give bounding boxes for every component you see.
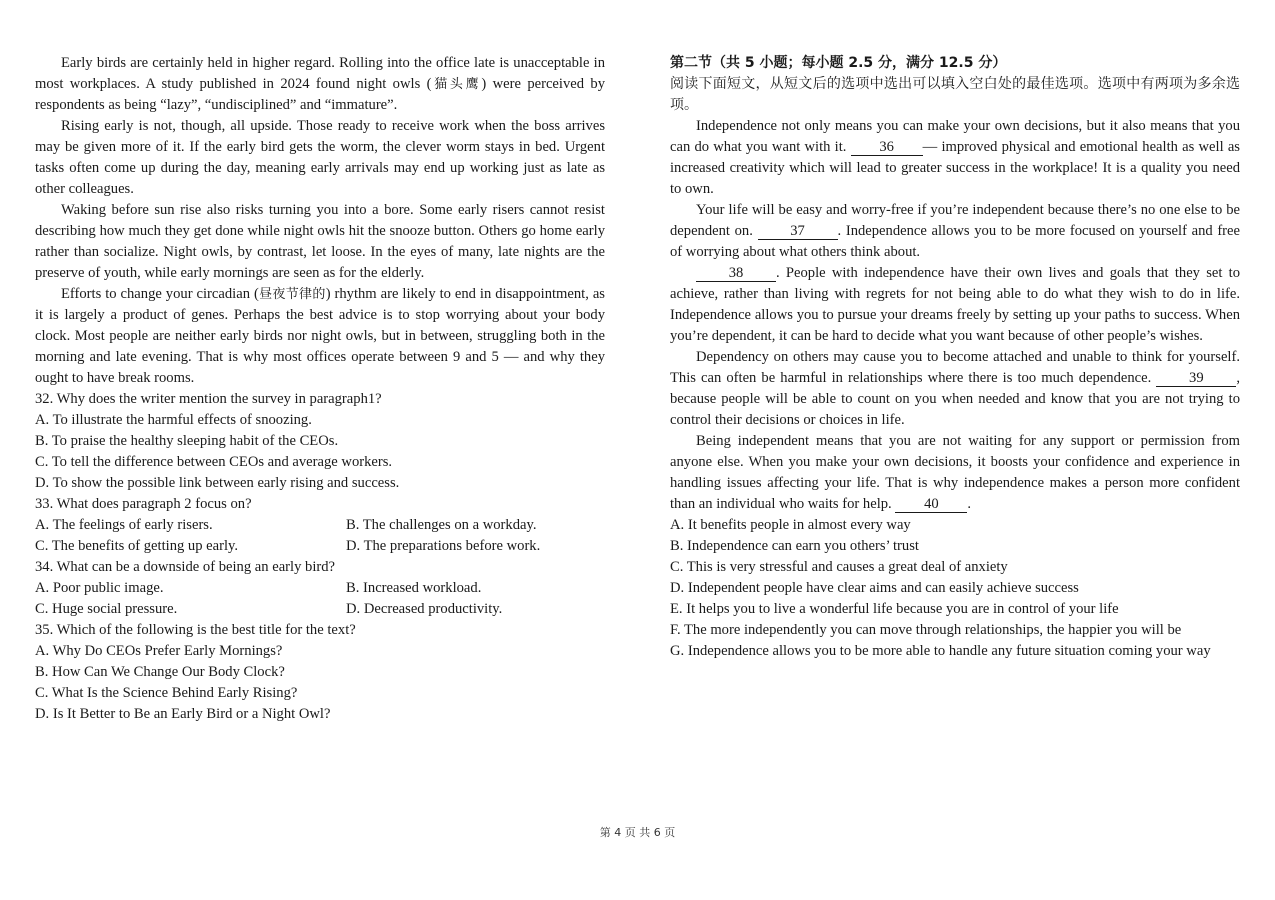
chinese-gloss: 猫头鹰 (431, 77, 482, 92)
blank-36: 36 (851, 140, 923, 156)
option-c: C. The benefits of getting up early. (35, 538, 239, 554)
option-b: B. The challenges on a workday. (346, 517, 537, 533)
option-c: C. Huge social pressure. (35, 601, 178, 617)
answer-options (670, 515, 1240, 662)
option-c: C. What Is the Science Behind Early Rising? (35, 685, 298, 701)
passage-paragraph-3: Waking before sun rise also risks turning you into a bore. Some early risers cannot resist describing how much they get done while night owls hit the snooze button. Others go home early rather than socialize. Night owls, by contrast, let loose. In the eyes of many, late nights are the preserve of youth, while early mornings are seen as for the elderly. (35, 202, 605, 281)
left-column (35, 53, 605, 725)
paragraph-text: . People with independence have their own lives and goals that they set to achieve, rather than living with regrets for not being able to do what they wish to do in life. Independence allows you to pursue your dreams freely by setting up your paths to success. When you’re dependent, it can be hard to decide what you want because of other people’s wishes. (670, 265, 1240, 344)
paragraph-text: Your life will be easy and worry-free if you’re independent because there’s no one else to be dependent on. (670, 202, 1240, 239)
chinese-gloss: 昼夜节律的 (258, 287, 326, 302)
option-a: A. Why Do CEOs Prefer Early Mornings? (35, 643, 283, 659)
page-footer: 第 4 页 共 6 页 (599, 826, 676, 839)
option-d: D. Independent people have clear aims and can easily achieve success (670, 580, 1079, 596)
passage-paragraph-2 (670, 200, 1240, 263)
paragraph-text: Being independent means that you are not waiting for any support or permission from anyone else. When you make your own decisions, it boosts your confidence and experience in handling issues affecting your life. That is why independence makes a person more confident than an individual who waits for help. (670, 433, 1240, 512)
option-g: G. Independence allows you to be more able to handle any future situation coming your way (670, 643, 1211, 659)
paragraph-text: Dependency on others may cause you to become attached and unable to think for yourself. This can often be harmful in relationships where there is too much dependence. (670, 349, 1240, 386)
blank-38: 38 (696, 266, 776, 282)
question-35 (35, 620, 605, 725)
option-d: D. The preparations before work. (346, 538, 541, 554)
passage-paragraph-1 (670, 116, 1240, 200)
section-title: 第二节（共 5 小题；每小题 2.5 分，满分 12.5 分） (670, 55, 1007, 71)
paragraph-text: — improved physical and emotional health as well as increased creativity which will lead to greater success in the workplace! It is a quality you need to own. (670, 139, 1240, 197)
blank-37: 37 (758, 224, 838, 240)
option-b: B. How Can We Change Our Body Clock? (35, 664, 285, 680)
option-a: A. To illustrate the harmful effects of snoozing. (35, 412, 312, 428)
question-33 (35, 494, 605, 557)
option-row (35, 536, 605, 557)
passage-paragraph-1 (35, 53, 605, 116)
option-d: D. Is It Better to Be an Early Bird or a Night Owl? (35, 706, 331, 722)
paragraph-text: Early birds are certainly held in higher regard. Rolling into the office late is unacceptable in most workplaces. A study published in 2024 found night owls ( (35, 55, 605, 92)
paragraph-text: Efforts to change your circadian ( (61, 286, 259, 302)
section-instructions: 阅读下面短文，从短文后的选项中选出可以填入空白处的最佳选项。选项中有两项为多余选项。 (670, 76, 1240, 113)
passage-paragraph-3 (670, 263, 1240, 347)
option-row (35, 599, 605, 620)
passage-paragraph-2: Rising early is not, though, all upside. Those ready to receive work when the boss arrives may be given more of it. If the early bird gets the worm, the clever worm stays in bed. Urgent tasks often come up during the day, meaning early arrivals may end up working just as late as other colleagues. (35, 118, 605, 197)
option-c: C. This is very stressful and causes a great deal of anxiety (670, 559, 1008, 575)
paragraph-text: , because people will be able to count on you when needed and know that you are not trying to control their decisions or choices in life. (670, 370, 1240, 428)
paragraph-text: ) rhythm are likely to end in disappointment, as it is largely a product of genes. Perhaps the best advice is to stop worrying about your body clock. Most people are neither early birds nor night owls, but in between, struggling both in the morning and late evening. That is why most offices operate between 9 and 5 — and why they ought to have break rooms. (35, 286, 605, 386)
option-a: A. Poor public image. (35, 580, 164, 596)
right-column (670, 53, 1240, 662)
option-row (35, 578, 605, 599)
option-d: D. To show the possible link between early rising and success. (35, 475, 400, 491)
passage-paragraph-4 (35, 284, 605, 389)
option-b: B. Increased workload. (346, 580, 482, 596)
option-c: C. To tell the difference between CEOs and average workers. (35, 454, 393, 470)
passage-paragraph-5 (670, 431, 1240, 515)
question-stem: 34. What can be a downside of being an early bird? (35, 559, 336, 575)
option-d: D. Decreased productivity. (346, 601, 503, 617)
paragraph-text: Independence not only means you can make your own decisions, but it also means that you can do what you want with it. (670, 118, 1240, 155)
paragraph-text: . (967, 496, 972, 512)
blank-39: 39 (1156, 371, 1236, 387)
question-stem: 35. Which of the following is the best title for the text? (35, 622, 356, 638)
paragraph-text: . Independence allows you to be more focused on yourself and free of worrying about what others think about. (670, 223, 1240, 260)
paragraph-text: ) were perceived by respondents as being “lazy”, “undisciplined” and “immature”. (35, 76, 605, 113)
passage-paragraph-4 (670, 347, 1240, 431)
option-a: A. It benefits people in almost every way (670, 517, 911, 533)
option-b: B. Independence can earn you others’ trust (670, 538, 919, 554)
option-e: E. It helps you to live a wonderful life because you are in control of your life (670, 601, 1119, 617)
question-stem: 33. What does paragraph 2 focus on? (35, 496, 252, 512)
option-a: A. The feelings of early risers. (35, 517, 213, 533)
option-b: B. To praise the healthy sleeping habit of the CEOs. (35, 433, 339, 449)
question-32 (35, 389, 605, 494)
option-f: F. The more independently you can move through relationships, the happier you will be (670, 622, 1182, 638)
option-row (35, 515, 605, 536)
blank-40: 40 (895, 497, 967, 513)
question-stem: 32. Why does the writer mention the survey in paragraph1? (35, 391, 382, 407)
question-34 (35, 557, 605, 620)
